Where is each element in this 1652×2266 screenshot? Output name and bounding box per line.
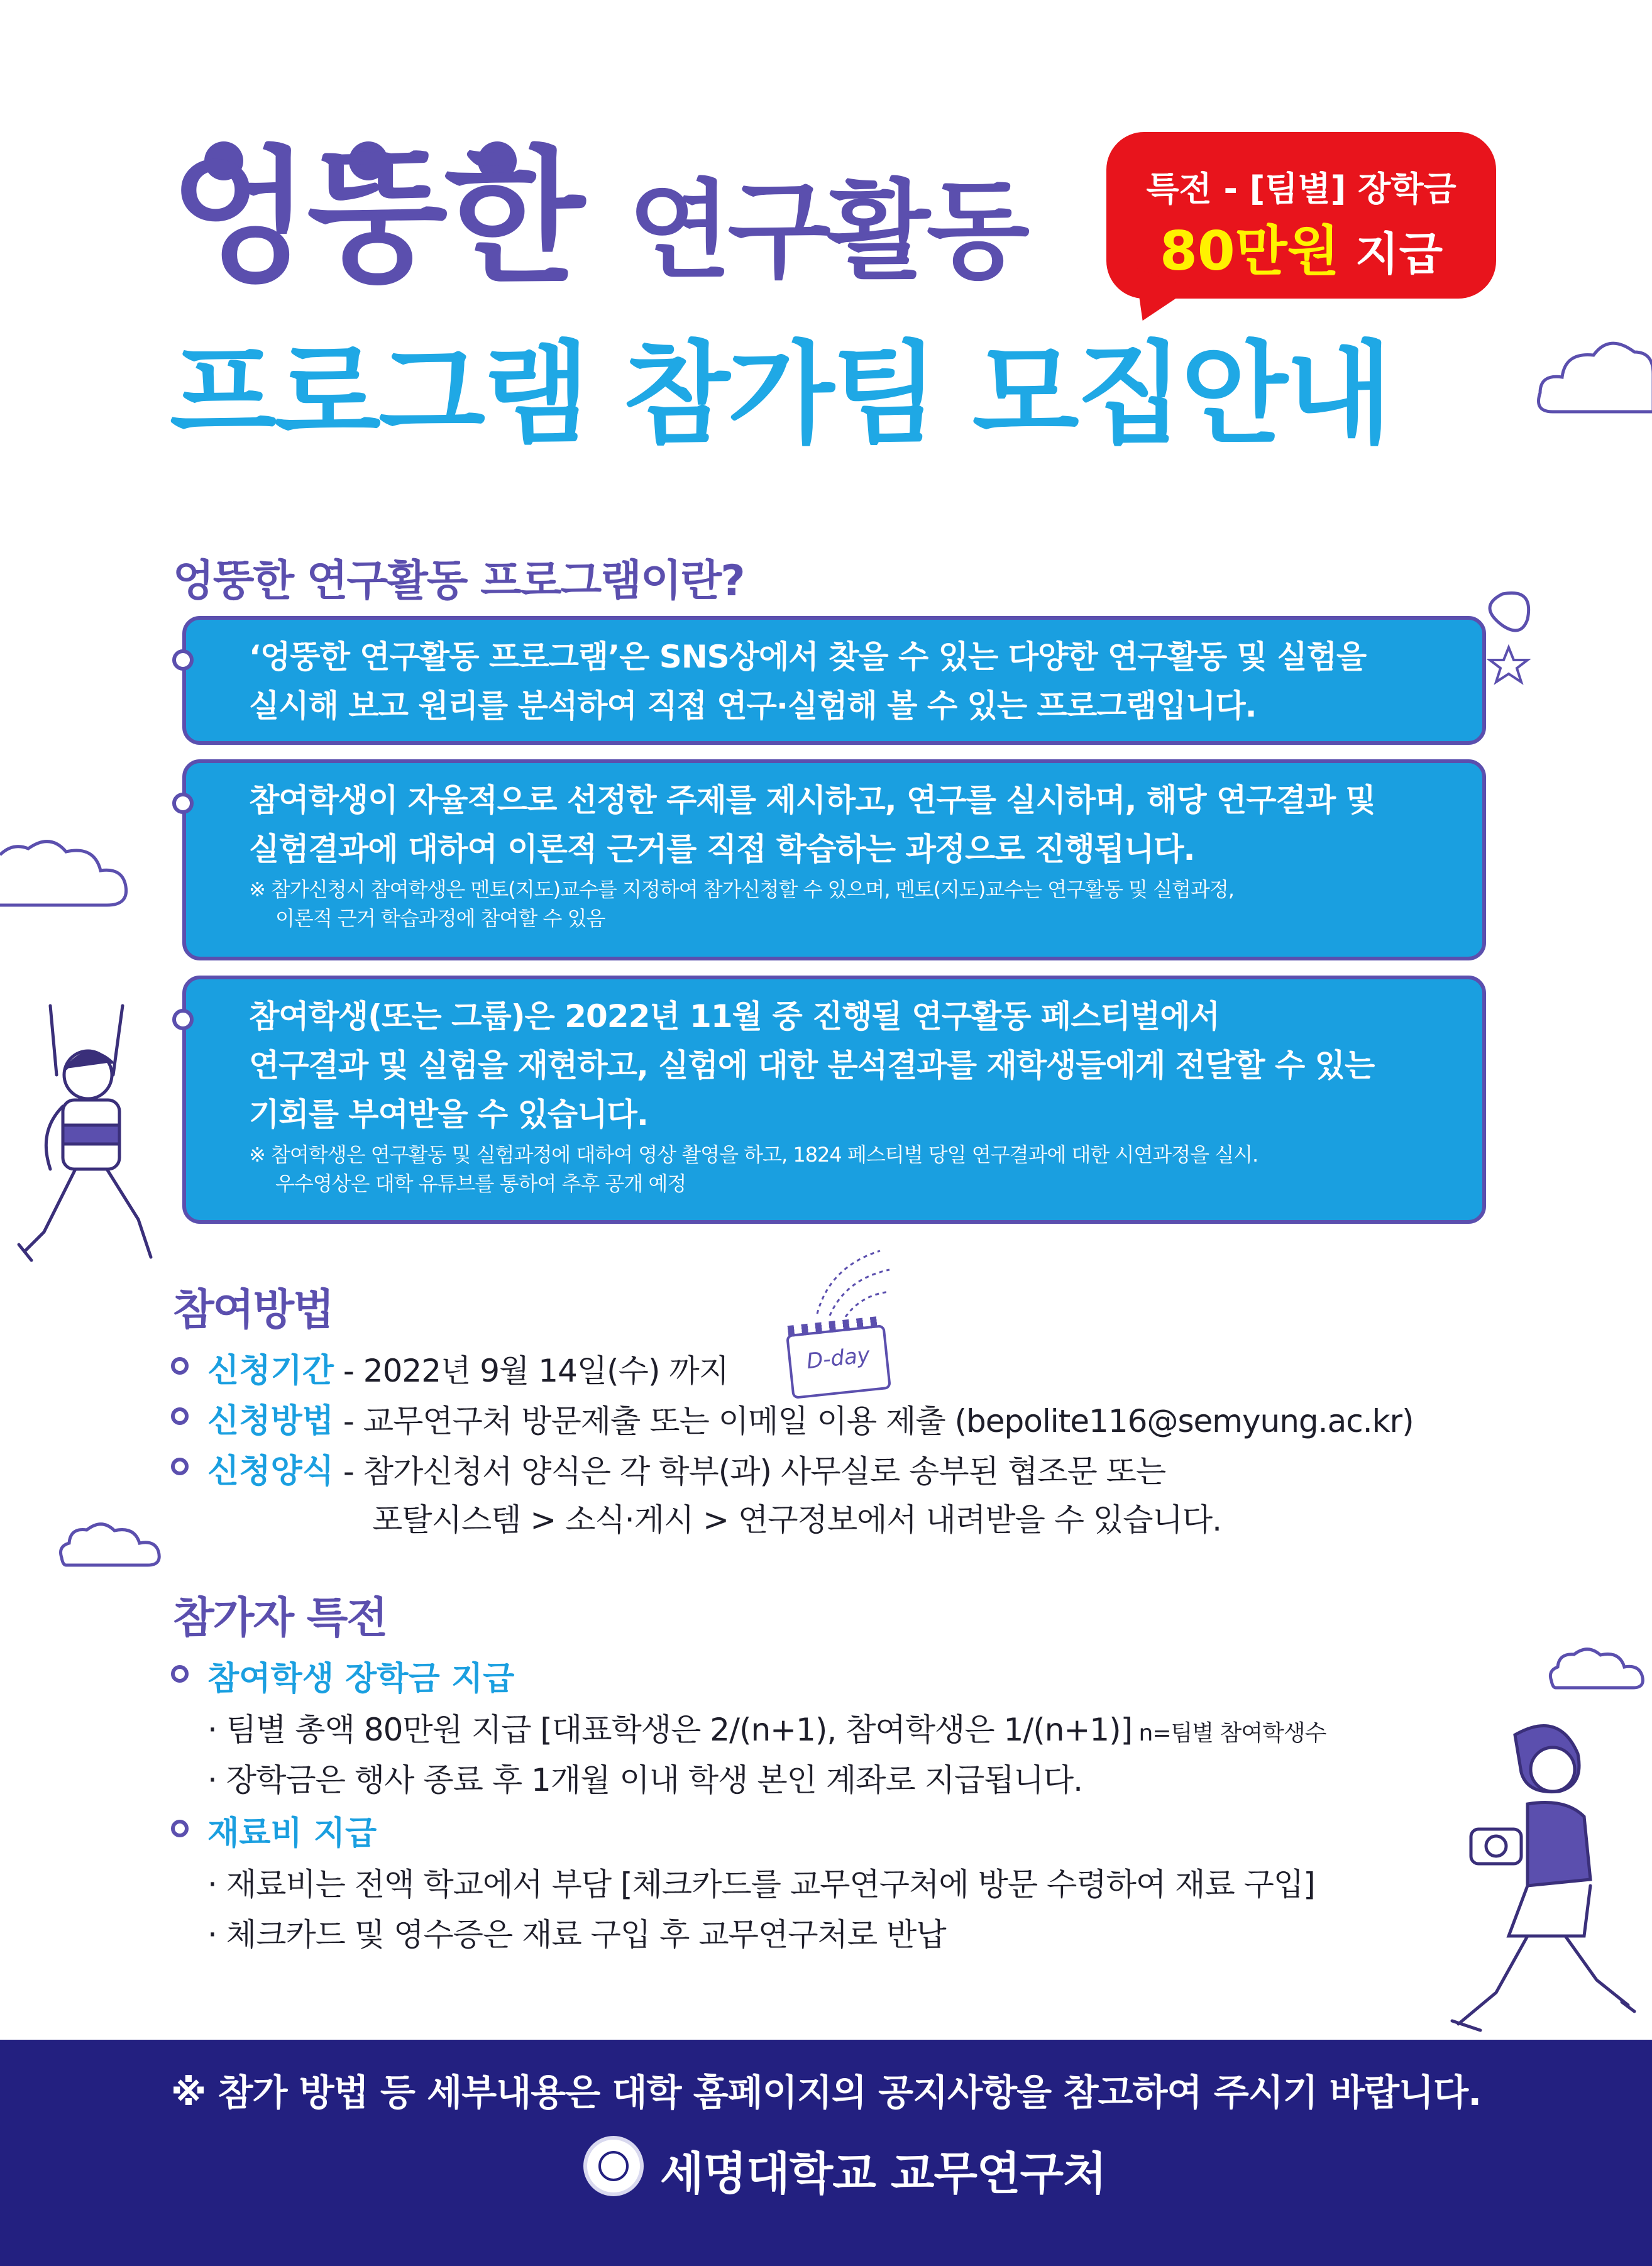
material-title: 재료비 지급 <box>207 1815 377 1852</box>
method-value: - 2022년 9월 14일(수) 까지 <box>333 1353 729 1389</box>
intro-box-3-text3: 기회를 부여받을 수 있습니다. <box>249 1096 648 1133</box>
intro-box-3 <box>182 976 1486 1224</box>
benefits-heading: 참가자 특전 <box>173 1593 387 1643</box>
box-bullet <box>172 793 194 814</box>
calendar-label: D-day <box>805 1342 871 1375</box>
scholarship-title: 참여학생 장학금 지급 <box>207 1660 515 1698</box>
footer-note: ※ 참가 방법 등 세부내용은 대학 홈페이지의 공지사항을 참고하여 주시기 바랍니다. <box>170 2071 1482 2114</box>
method-key: 신청양식 <box>207 1453 334 1490</box>
material-line1: · 재료비는 전액 학교에서 부담 [체크카드를 교무연구처에 방문 수령하여 재료 구입] <box>207 1866 1315 1903</box>
method-value: - 참가신청서 양식은 각 학부(과) 사무실로 송부된 협조문 또는 <box>333 1453 1166 1490</box>
walking-girl-illustration <box>1433 1710 1641 2049</box>
list-circle-icon <box>171 1407 189 1425</box>
badge-line1: 특전 - [팀별] 장학금 <box>1146 169 1457 209</box>
main-title-line2: 프로그램 참가팀 모집안내 <box>170 330 1390 459</box>
intro-box-2-note1: ※ 참가신청시 참여학생은 멘토(지도)교수를 지정하여 참가신청할 수 있으며, 멘토(지도)교수는 연구활동 및 실험과정, <box>249 877 1234 901</box>
method-form-line2: 포탈시스템 > 소식·게시 > 연구정보에서 내려받을 수 있습니다. <box>372 1502 1222 1538</box>
material-line2: · 체크카드 및 영수증은 재료 구입 후 교무연구처로 반납 <box>207 1917 946 1953</box>
intro-box-3-text1: 참여학생(또는 그룹)은 2022년 11월 중 진행될 연구활동 페스티벌에서 <box>249 998 1220 1035</box>
box-bullet <box>172 1009 194 1030</box>
calendar-dday-icon <box>786 1324 891 1399</box>
footer-organization: 세명대학교 교무연구처 <box>660 2147 1106 2200</box>
jumping-boy-illustration <box>6 981 157 1276</box>
cloud-decoration-left <box>0 830 132 924</box>
list-circle-icon <box>171 1820 189 1837</box>
scholarship-line1 <box>207 1705 1326 1750</box>
list-circle-icon <box>171 1357 189 1375</box>
method-item-period <box>207 1344 729 1391</box>
list-circle-icon <box>171 1458 189 1475</box>
intro-box-1-text2: 실시해 보고 원리를 분석하여 직접 연구·실험해 볼 수 있는 프로그램입니다. <box>249 688 1257 724</box>
method-key: 신청기간 <box>207 1352 334 1390</box>
intro-box-3-note1: ※ 참여학생은 연구활동 및 실험과정에 대하여 영상 촬영을 하고, 1824 페스티벌 당일 연구결과에 대한 시연과정을 실시. <box>249 1143 1258 1167</box>
intro-box-3-text2: 연구결과 및 실험을 재현하고, 실험에 대한 분석결과를 재학생들에게 전달할 수 있는 <box>249 1047 1375 1084</box>
intro-box-2-text1: 참여학생이 자율적으로 선정한 주제를 제시하고, 연구를 실시하며, 해당 연구결과 및 <box>249 782 1375 818</box>
intro-box-3-note2: 우수영상은 대학 유튜브를 통하여 추후 공개 예정 <box>275 1172 686 1196</box>
calendar-sparkle-lines <box>811 1248 893 1317</box>
method-value: - 교무연구처 방문제출 또는 이메일 이용 제출 (bepolite116@semyung.ac.kr) <box>333 1403 1414 1439</box>
method-item-form <box>207 1444 1165 1492</box>
intro-box-1-text1: ‘엉뚱한 연구활동 프로그램’은 SNS상에서 찾을 수 있는 다양한 연구활동 및 실험을 <box>249 639 1367 675</box>
method-key: 신청방법 <box>207 1402 334 1440</box>
scholarship-line2: · 장학금은 행사 종료 후 1개월 이내 학생 본인 계좌로 지급됩니다. <box>207 1762 1083 1798</box>
university-seal-icon <box>583 2136 644 2196</box>
title-word-1: 엉뚱한 <box>170 133 581 302</box>
title-word-2: 연구활동 <box>628 169 1027 294</box>
badge-suffix: 지급 <box>1355 228 1443 280</box>
scholarship-line1-text: · 팀별 총액 80만원 지급 [대표학생은 2/(n+1), 참여학생은 1/(n+1)] <box>207 1712 1133 1748</box>
intro-box-2-note2: 이론적 근거 학습과정에 참여할 수 있음 <box>275 906 605 930</box>
cloud-decoration-small-right <box>1546 1641 1647 1700</box>
cloud-decoration-right <box>1534 317 1652 443</box>
list-circle-icon <box>171 1665 189 1683</box>
intro-heading: 엉뚱한 연구활동 프로그램이란? <box>173 556 744 606</box>
badge-amount: 80만원 <box>1159 220 1340 283</box>
intro-box-2 <box>182 759 1486 960</box>
box-bullet <box>172 649 194 671</box>
badge-line2 <box>1106 207 1496 285</box>
intro-box-2-text2: 실험결과에 대하여 이론적 근거를 직접 학습하는 과정으로 진행됩니다. <box>249 831 1195 867</box>
cloud-decoration-small-left <box>57 1515 163 1578</box>
intro-box-1 <box>182 616 1486 745</box>
scholarship-line1-note: n=팀별 참여학생수 <box>1132 1720 1326 1746</box>
method-item-method <box>207 1394 1414 1441</box>
main-title-line1 <box>170 133 1027 302</box>
method-heading: 참여방법 <box>173 1285 333 1335</box>
